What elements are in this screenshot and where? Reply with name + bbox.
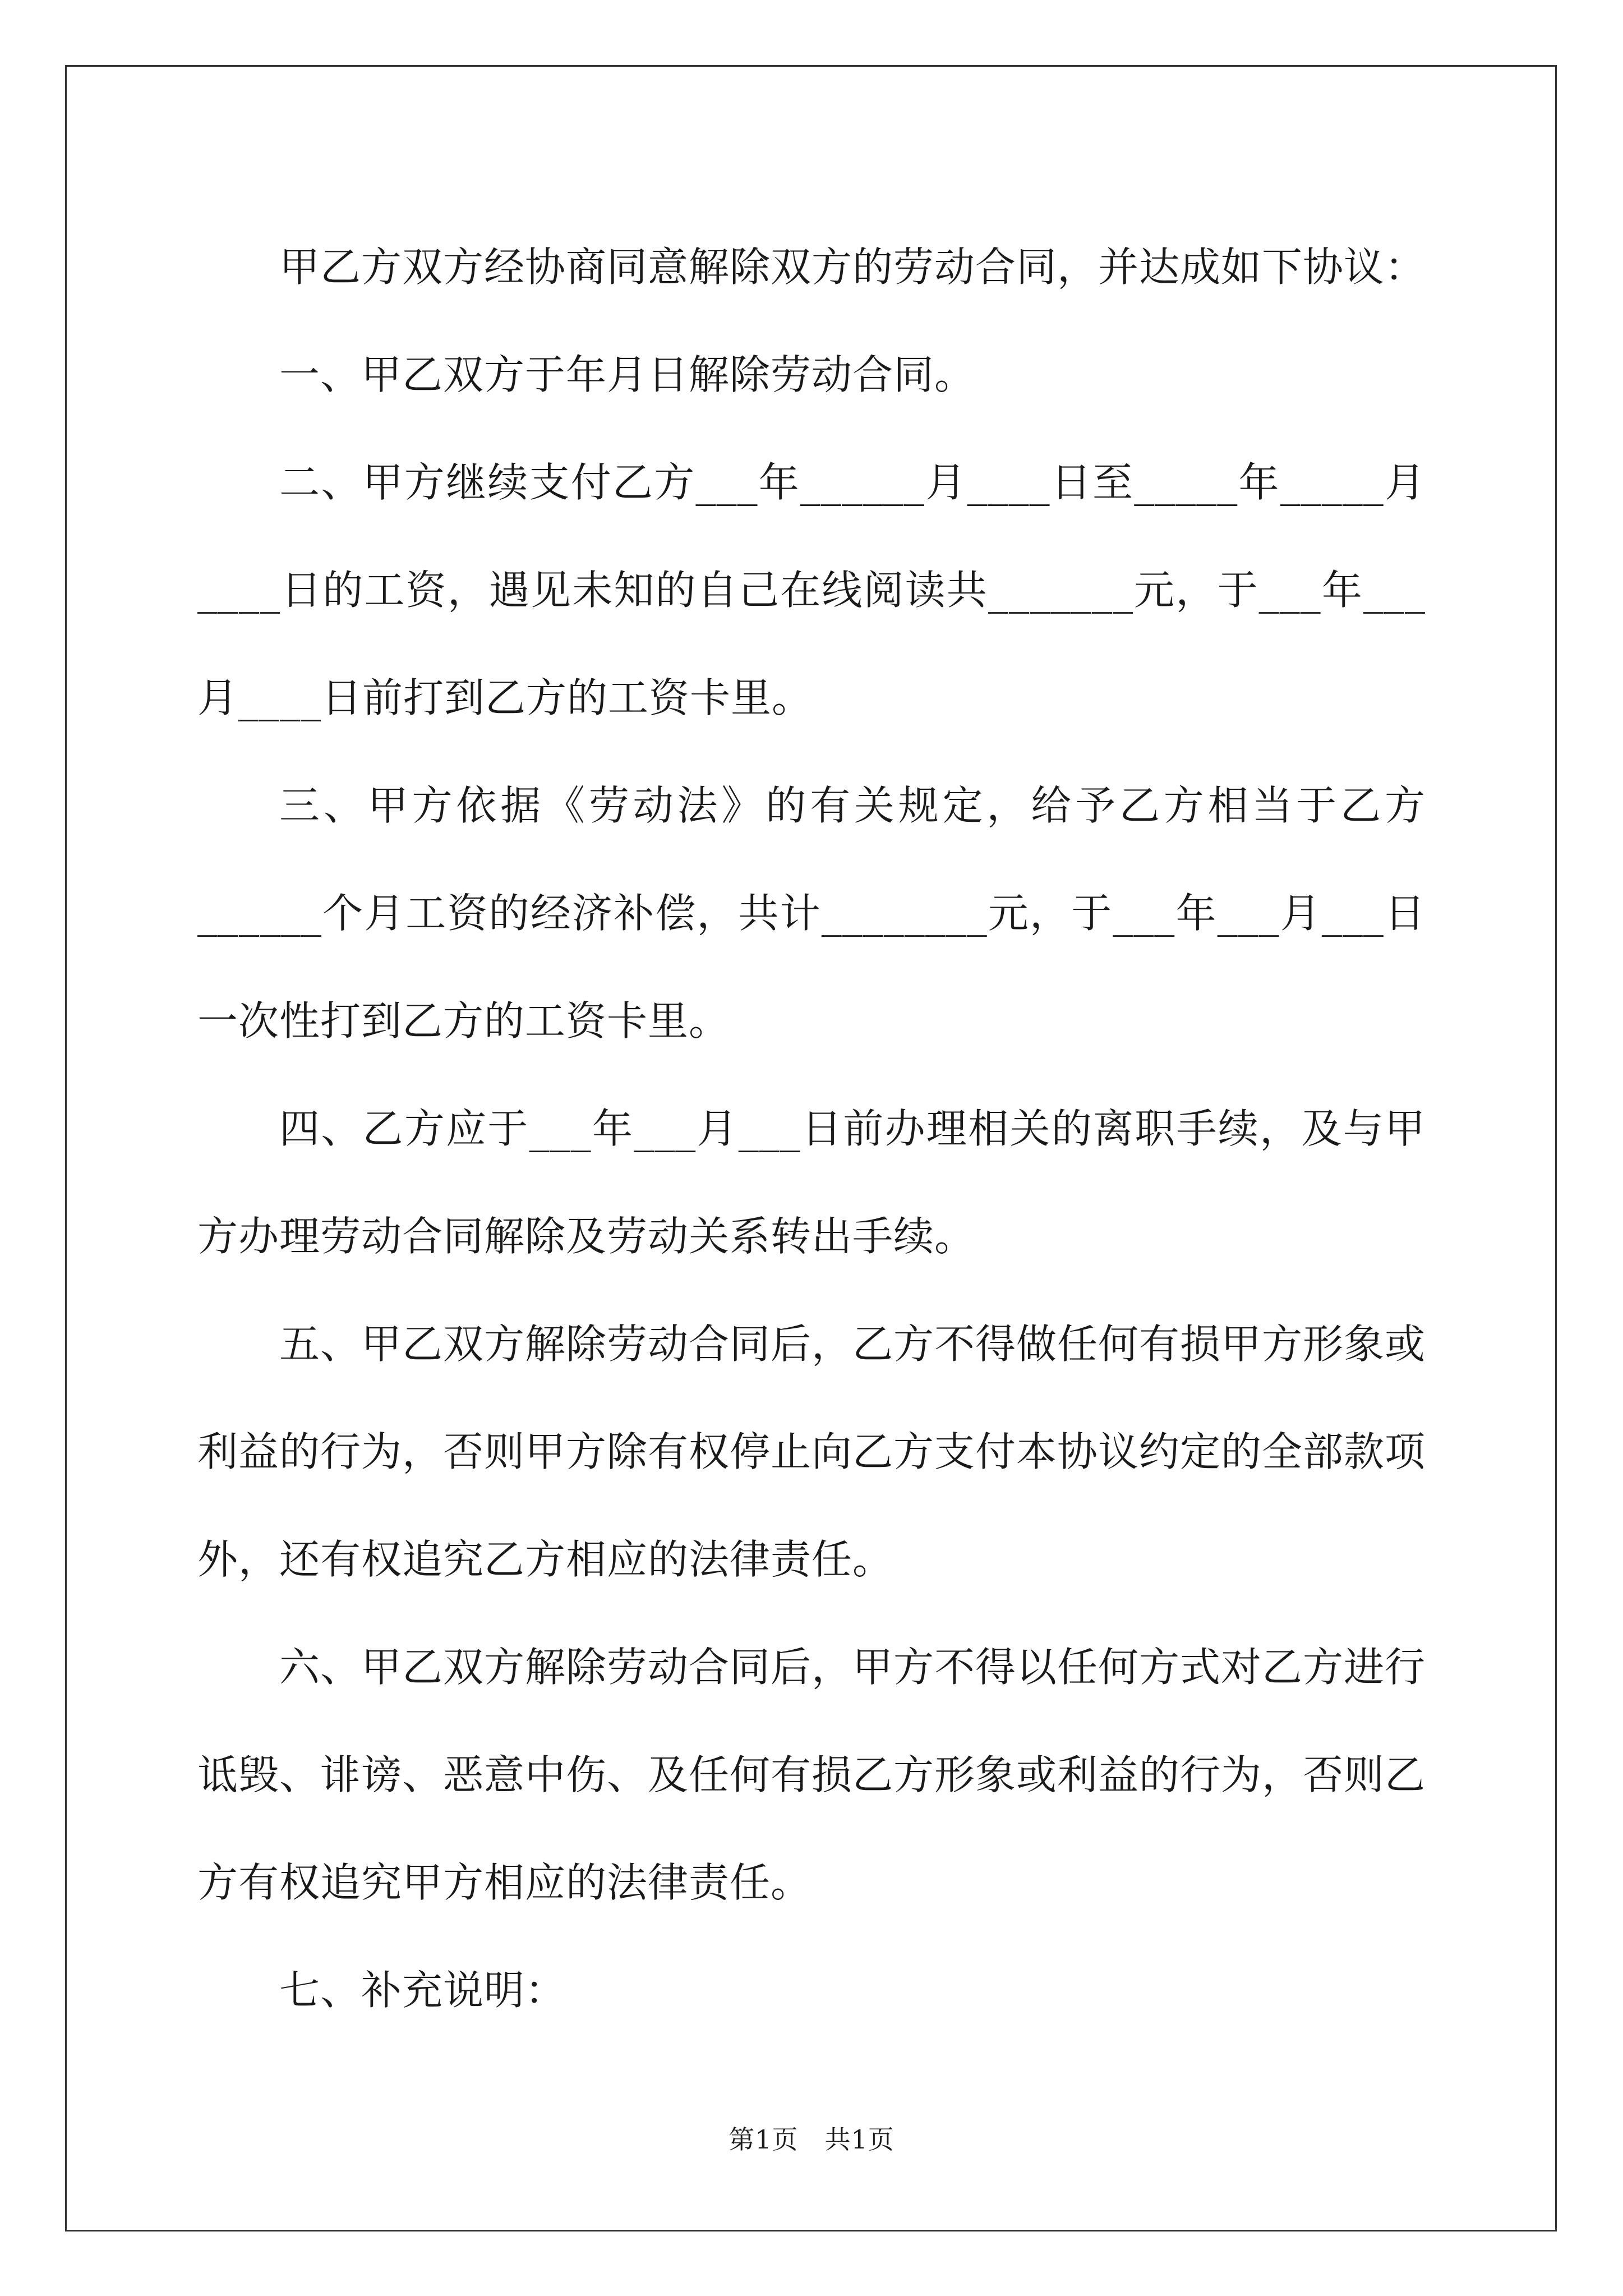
paragraph-clause-5: 五、甲乙双方解除劳动合同后，乙方不得做任何有损甲方形象或利益的行为，否则甲方除有权停止向乙方支付本协议约定的全部款项外，还有权追究乙方相应的法律责任。 — [197, 1320, 1426, 1583]
paragraph-clause-6: 六、甲乙双方解除劳动合同后，甲方不得以任何方式对乙方进行诋毁、诽谤、恶意中伤、及任何有损乙方形象或利益的行为，否则乙方有权追究甲方相应的法律责任。 — [197, 1644, 1426, 1906]
paragraph-clause-4: 四、乙方应于___年___月___日前办理相关的离职手续，及与甲方办理劳动合同解除及劳动关系转出手续。 — [197, 1105, 1426, 1260]
paragraph-clause-7: 七、补充说明： — [279, 1967, 566, 2014]
paragraph-clause-3: 三、甲方依据《劳动法》的有关规定，给予乙方相当于乙方______个月工资的经济补偿，共计________元，于___年___月___日一次性打到乙方的工资卡里。 — [197, 782, 1426, 1045]
page-footer: 第1页 共1页 — [728, 2124, 895, 2155]
paragraph-clause-2: 二、甲方继续支付乙方___年______月____日至_____年_____月____日的工资，遇见未知的自己在线阅读共_______元，于___年___月____日前打到乙方的工资卡里。 — [197, 459, 1426, 721]
paragraph-clause-1: 一、甲乙双方于年月日解除劳动合同。 — [279, 351, 976, 398]
document-body — [197, 213, 1426, 2044]
paragraph-intro: 甲乙方双方经协商同意解除双方的劳动合同，并达成如下协议： — [279, 243, 1426, 291]
